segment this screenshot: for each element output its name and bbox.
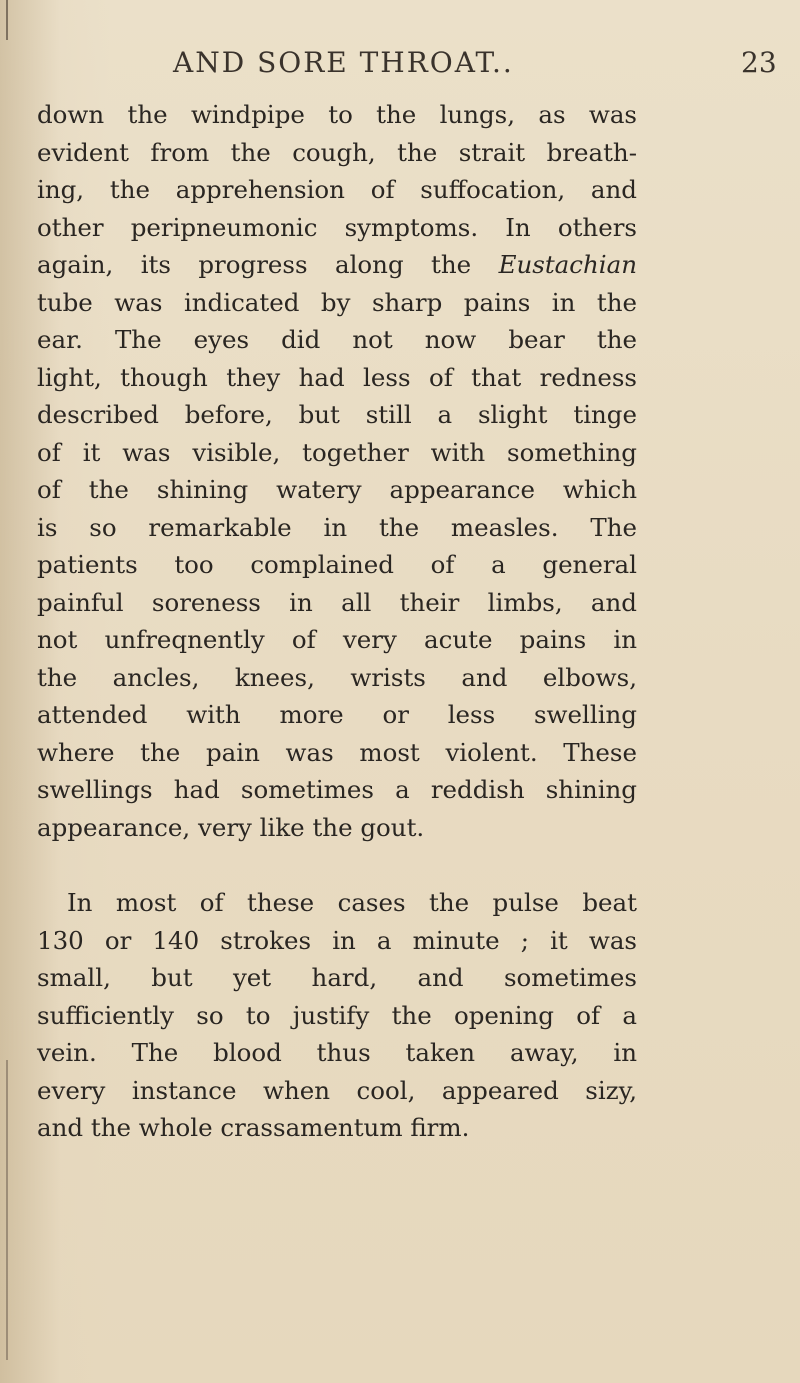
text-line: vein. The blood thus taken away, in [37,1038,637,1067]
text-line: small, but yet hard, and sometimes [37,963,637,992]
paragraph-1 [37,96,637,846]
text-line: patients too complained of a general [37,550,637,579]
text-line: sufficiently so to justify the opening of a [37,1000,637,1030]
running-head [0,46,800,86]
text-line-start: again, its progress along the [37,250,472,279]
text-line: of it was visible, together with something [37,437,637,467]
text-line: light, though they had less of that redness [37,362,637,392]
text-line: is so remarkable in the measles. The [37,512,637,542]
text-line: not unfreqnently of very acute pains in [37,625,637,654]
text-line: 130 or 140 strokes in a minute ; it was [37,925,637,955]
text-line: swellings had sometimes a reddish shining [37,775,637,804]
paragraph-2 [37,884,637,1147]
text-line-indented: In most of these cases the pulse beat [67,888,637,917]
text-line: ing, the apprehension of suffocation, and [37,175,637,204]
text-line: the ancles, knees, wrists and elbows, [37,662,637,692]
paragraph-gap [37,846,637,884]
spine-mark-bottom [6,1060,8,1360]
running-title: AND SORE THROAT.. [173,46,514,79]
text-line-last: appearance, very like the gout. [37,812,425,842]
text-line-with-italic [37,246,637,284]
text-line: every instance when cool, appeared sizy, [37,1075,637,1105]
spine-mark-top [6,0,8,40]
text-line: evident from the cough, the strait breath- [37,137,637,167]
text-line: where the pain was most violent. These [37,737,637,767]
text-line: painful soreness in all their limbs, and [37,587,637,617]
text-line-last: and the whole crassamentum firm. [37,1113,470,1142]
text-line: tube was indicated by sharp pains in the [37,287,637,317]
text-line: of the shining watery appearance which [37,475,637,504]
text-line: described before, but still a slight tinge [37,400,637,429]
text-line: down the windpipe to the lungs, as was [37,100,637,129]
italic-word: Eustachian [498,250,637,279]
page-number: 23 [741,46,777,79]
text-line: ear. The eyes did not now bear the [37,325,637,354]
text-line: other peripneumonic symptoms. In others [37,212,637,242]
text-line: attended with more or less swelling [37,700,637,729]
body-text [37,96,637,1147]
